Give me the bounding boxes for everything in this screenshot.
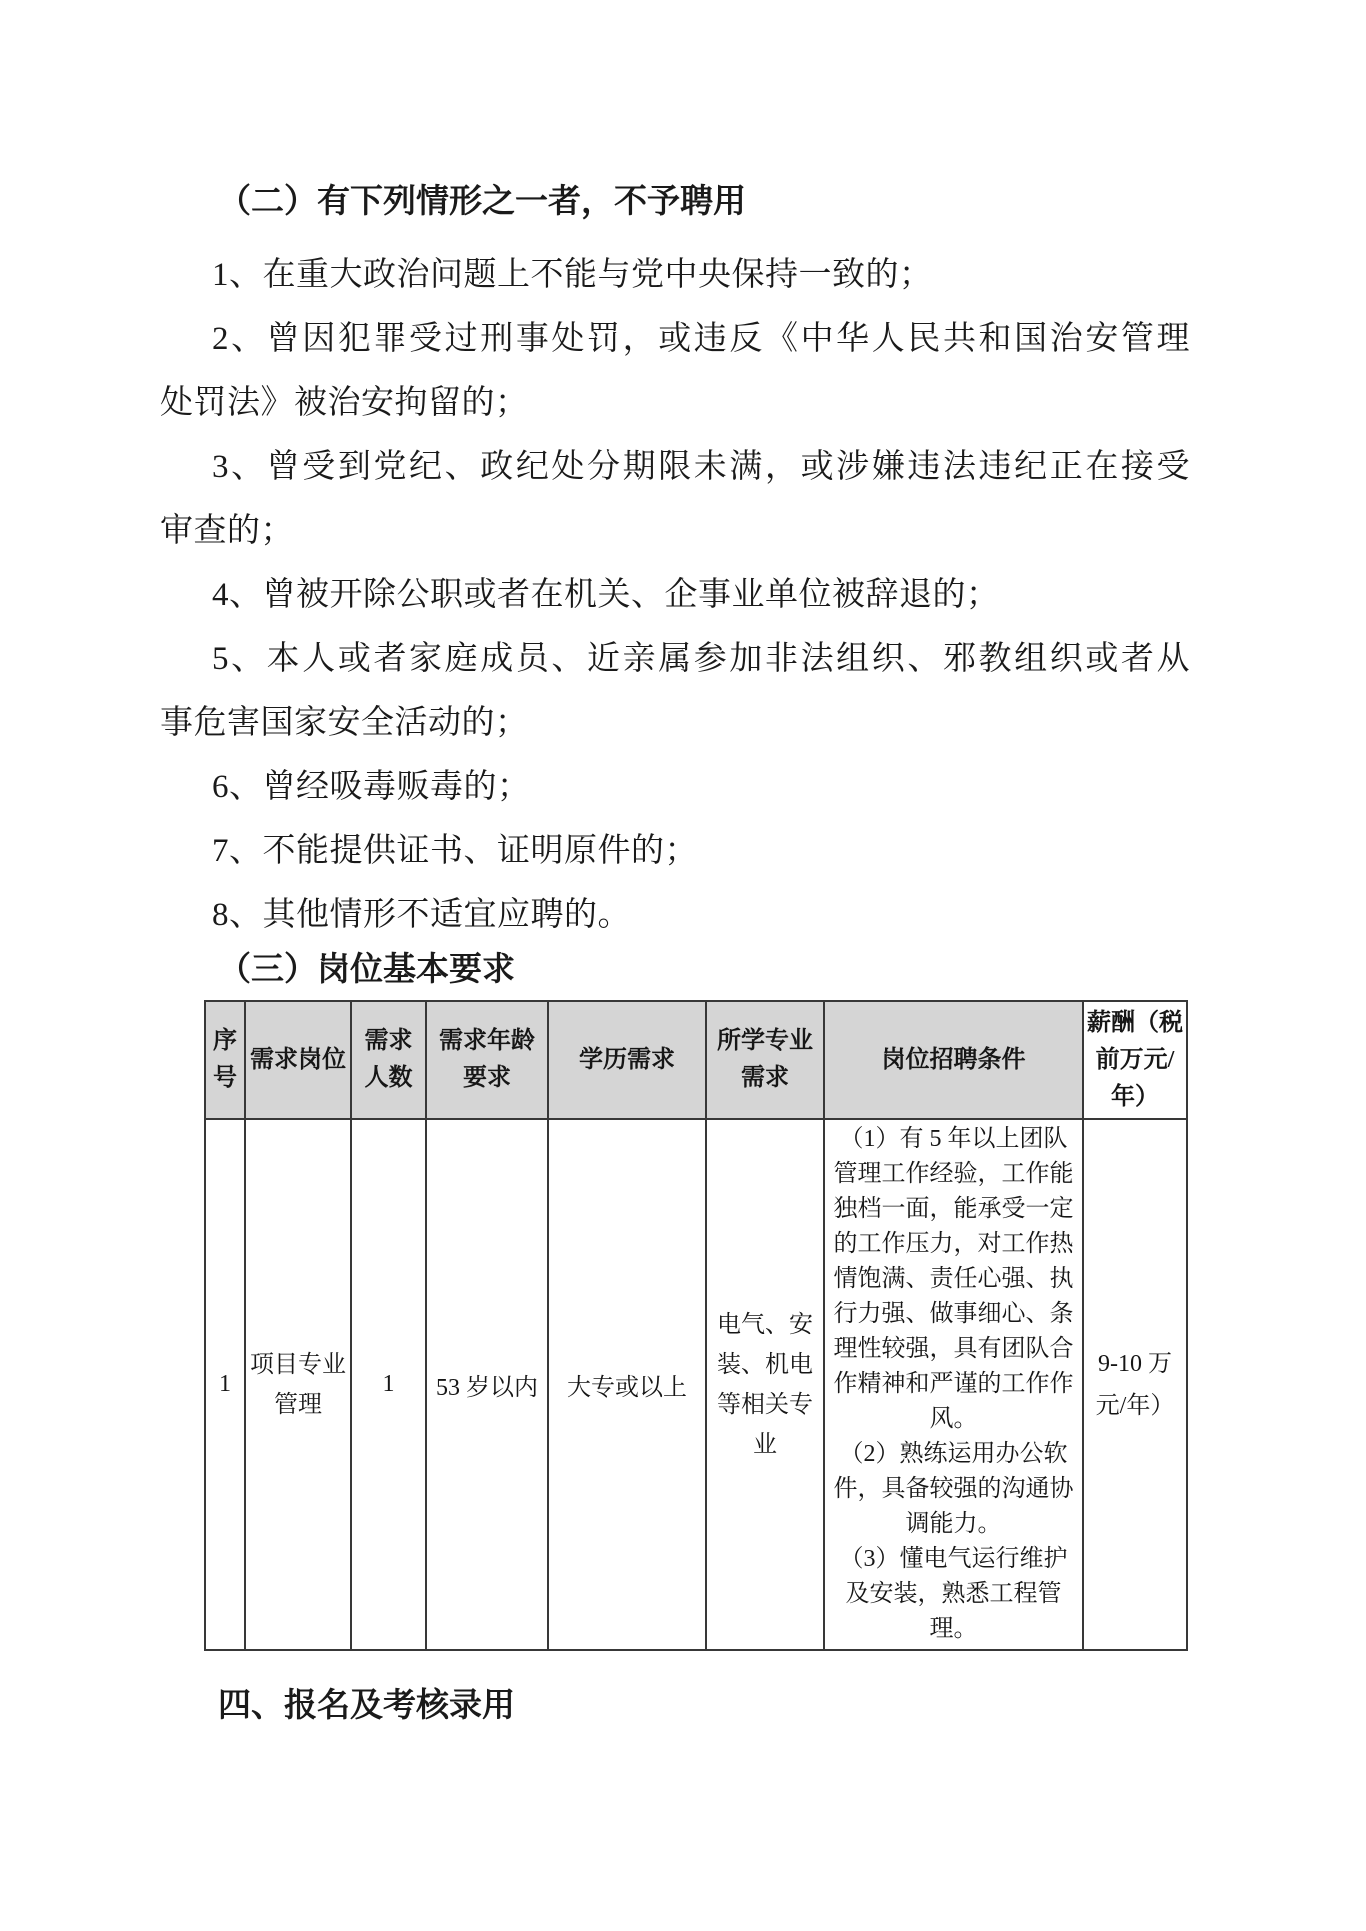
cell-headcount: 1 <box>351 1119 426 1650</box>
document-line: 5、本人或者家庭成员、近亲属参加非法组织、邪教组织或者从 <box>212 641 1190 677</box>
document-line: 7、不能提供证书、证明原件的； <box>212 833 698 869</box>
document-line: 处罚法》被治安拘留的； <box>160 385 529 421</box>
condition-paragraph: （3）懂电气运行维护及安装，熟悉工程管理。 <box>839 1546 1068 1642</box>
cell-major-requirement: 电气、安装、机电等相关专业 <box>706 1119 824 1650</box>
disqualification-list <box>160 243 1190 947</box>
table-row <box>205 1119 1187 1650</box>
column-header: 需求岗位 <box>245 1001 351 1119</box>
job-requirements-table <box>204 1000 1188 1651</box>
table-header-row <box>205 1001 1187 1119</box>
section-heading-disqualification: （二）有下列情形之一者，不予聘用 <box>218 182 746 219</box>
cell-position: 项目专业管理 <box>245 1119 351 1650</box>
document-line: 3、曾受到党纪、政纪处分期限未满，或涉嫌违法违纪正在接受 <box>212 449 1190 485</box>
column-header: 岗位招聘条件 <box>824 1001 1083 1119</box>
document-line: 4、曾被开除公职或者在机关、企事业单位被辞退的； <box>212 577 1000 613</box>
condition-paragraph: （1）有 5 年以上团队管理工作经验，工作能独档一面，能承受一定的工作压力，对工作热情饱满、责任心强、执行力强、做事细心、条理性较强，具有团队合作精神和严谨的工作作风。 <box>833 1126 1074 1432</box>
condition-paragraph: （2）熟练运用办公软件，具备较强的沟通协调能力。 <box>833 1441 1074 1537</box>
cell-salary: 9-10 万元/年） <box>1083 1119 1187 1650</box>
cell-education-requirement: 大专或以上 <box>548 1119 706 1650</box>
column-header: 序号 <box>205 1001 245 1119</box>
cell-age-requirement: 53 岁以内 <box>426 1119 548 1650</box>
document-line: 8、其他情形不适宜应聘的。 <box>212 897 631 933</box>
column-header: 需求年龄要求 <box>426 1001 548 1119</box>
document-line: 事危害国家安全活动的； <box>160 705 529 741</box>
column-header: 学历需求 <box>548 1001 706 1119</box>
column-header: 需求人数 <box>351 1001 426 1119</box>
document-line: 2、曾因犯罪受过刑事处罚，或违反《中华人民共和国治安管理 <box>212 321 1190 357</box>
column-header: 所学专业需求 <box>706 1001 824 1119</box>
section-heading-registration: 四、报名及考核录用 <box>218 1686 515 1723</box>
document-line: 6、曾经吸毒贩毒的； <box>212 769 531 805</box>
section-heading-job-requirements: （三）岗位基本要求 <box>218 950 515 987</box>
document-line: 审查的； <box>160 513 294 549</box>
cell-serial-number: 1 <box>205 1119 245 1650</box>
cell-recruitment-conditions <box>824 1119 1083 1650</box>
column-header: 薪酬（税前万元/年） <box>1083 1001 1187 1119</box>
document-line: 1、在重大政治问题上不能与党中央保持一致的； <box>212 257 933 293</box>
